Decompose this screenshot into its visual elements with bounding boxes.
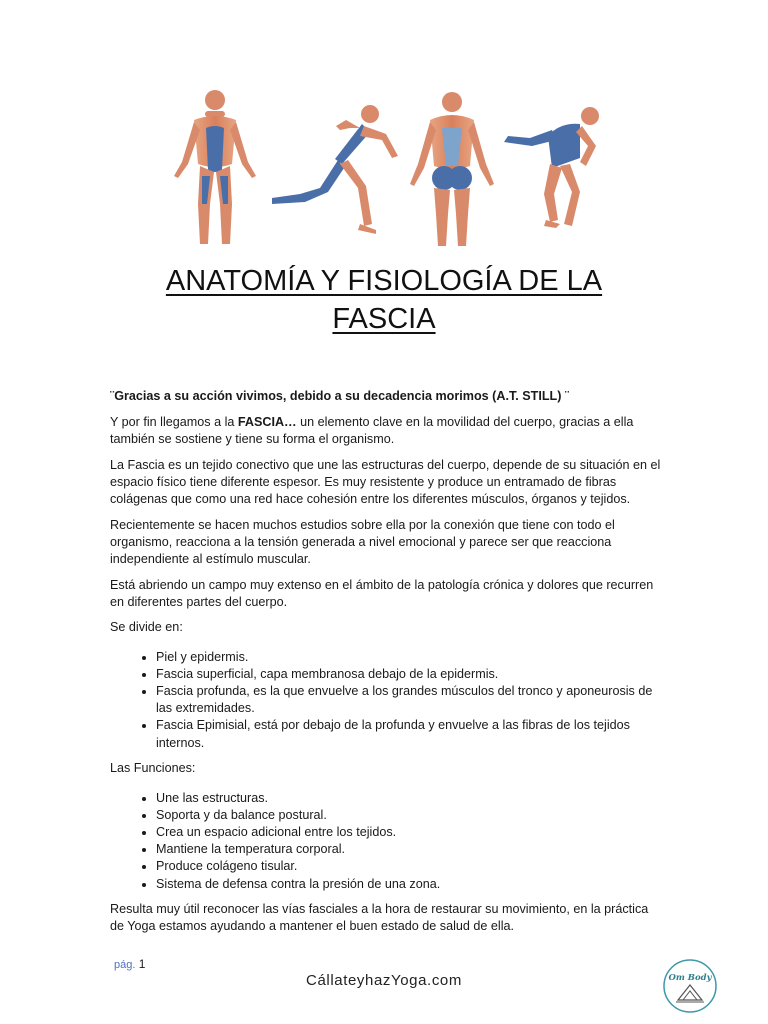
list-item: • Mantiene la temperatura corporal. bbox=[156, 841, 662, 858]
list-item: • Sistema de defensa contra la presión de una zona. bbox=[156, 876, 662, 893]
intro-pre: Y por fin llegamos a la bbox=[110, 415, 238, 430]
list-item: • Fascia profunda, es la que envuelve a los grandes músculos del tronco y aponeurosis de las extremidades. bbox=[156, 683, 662, 717]
list-item: • Piel y epidermis. bbox=[156, 649, 662, 666]
functions-label: Las Funciones: bbox=[110, 761, 196, 776]
intro-paragraph bbox=[110, 414, 662, 448]
document-body bbox=[110, 388, 662, 944]
page-number-value: 1 bbox=[138, 957, 146, 971]
list-item: • Une las estructuras. bbox=[156, 790, 662, 807]
list-item: • Fascia Epimisial, está por debajo de la profunda y envuelve a las fibras de los tejidos internos. bbox=[156, 717, 662, 751]
running-figure bbox=[272, 105, 398, 234]
standing-back-figure bbox=[410, 92, 494, 246]
list-item: • Fascia superficial, capa membranosa debajo de la epidermis. bbox=[156, 666, 662, 683]
anatomy-figures-illustration bbox=[160, 84, 610, 250]
list-item: • Soporta y da balance postural. bbox=[156, 807, 662, 824]
logo-text: Om Body bbox=[668, 973, 712, 983]
quote: ¨Gracias a su acción vivimos, debido a su decadencia morimos (A.T. STILL) ¨ bbox=[110, 389, 570, 403]
title-line-2: FASCIA bbox=[332, 303, 436, 335]
page-label: pág. bbox=[114, 959, 136, 971]
website-footer: CállateyhazYoga.com bbox=[306, 972, 462, 989]
page-number bbox=[114, 957, 145, 971]
standing-front-figure bbox=[174, 90, 256, 244]
sprint-figure bbox=[504, 107, 599, 228]
divide-list bbox=[110, 649, 662, 752]
title-line-1: ANATOMÍA Y FISIOLOGÍA DE LA bbox=[165, 265, 603, 297]
studies-paragraph: Recientemente se hacen muchos estudios sobre ella por la conexión que tiene con todo el organismo, reacciona a la tensión generada a nivel emocional y parece ser que reacciona independiente al estímulo muscular. bbox=[110, 517, 615, 567]
functions-list bbox=[110, 790, 662, 893]
om-body-logo bbox=[662, 958, 718, 1014]
field-paragraph: Está abriendo un campo muy extenso en el ámbito de la patología crónica y dolores que recurren en diferentes partes del cuerpo. bbox=[110, 577, 654, 609]
list-item: • Crea un espacio adicional entre los tejidos. bbox=[156, 824, 662, 841]
page-title bbox=[0, 262, 768, 338]
intro-bold: FASCIA… bbox=[237, 415, 297, 430]
fascia-definition-paragraph: La Fascia es un tejido conectivo que une las estructuras del cuerpo, depende de su situación en el espacio físico tiene diferente espesor. Es muy resistente y produce un entramado de fibras colágenas que como una red hace cohesión entre los diferentes músculos, órganos y tejidos. bbox=[110, 457, 661, 507]
intro-post: un elemento clave en la movilidad del cuerpo, gracias a ella también se sostiene y tiene su forma el organismo. bbox=[110, 415, 634, 447]
divide-label: Se divide en: bbox=[110, 620, 183, 635]
closing-paragraph: Resulta muy útil reconocer las vías fasciales a la hora de restaurar su movimiento, en la práctica de Yoga estamos ayudando a mantener el buen estado de salud de ella. bbox=[110, 902, 649, 934]
list-item: • Produce colágeno tisular. bbox=[156, 858, 662, 875]
